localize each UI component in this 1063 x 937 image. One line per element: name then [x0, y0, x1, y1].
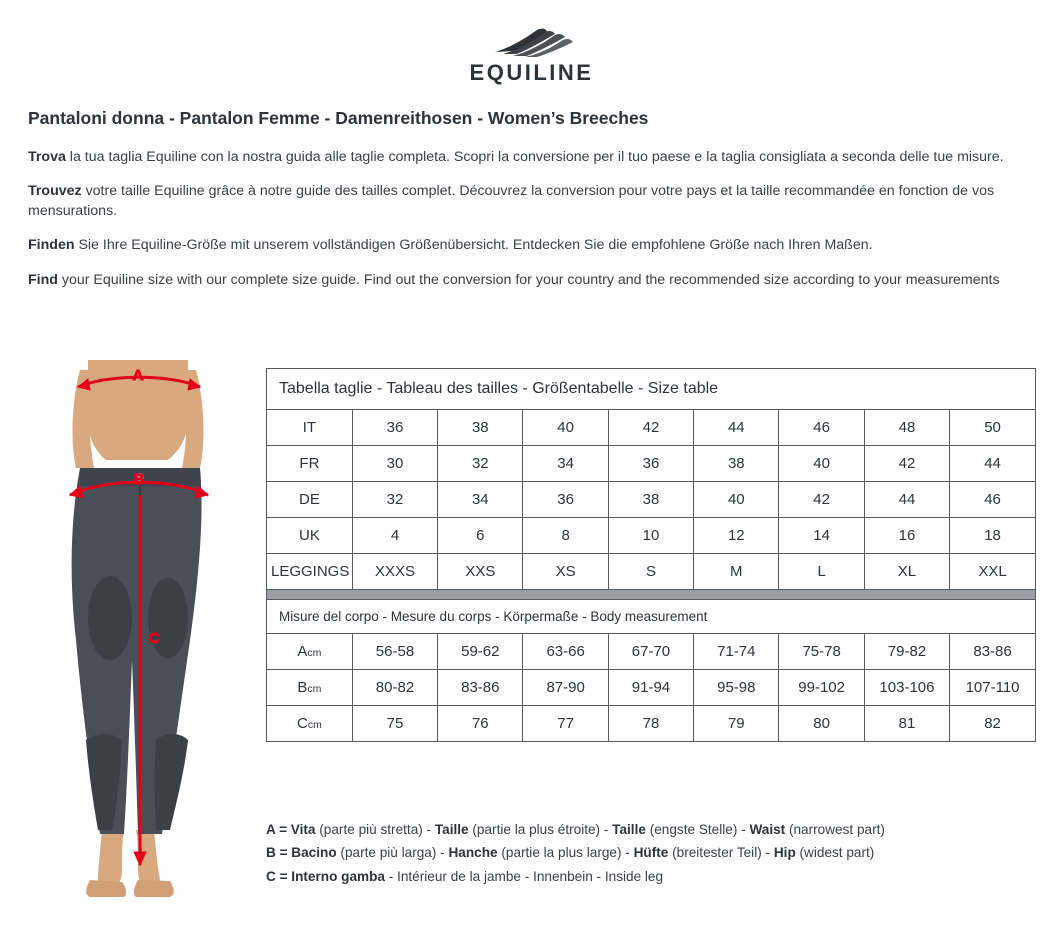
cell-uk-3: 8	[523, 518, 608, 554]
intro-text-en: your Equiline size with our complete size guide. Find out the conversion for your country and the recommended size according to your measurements	[57, 271, 1000, 288]
intro-lead-de: Finden	[28, 237, 75, 254]
legend-fr-key-a: Taille	[434, 822, 469, 837]
table-section-divider	[267, 590, 1035, 600]
marker-label-c: C	[148, 630, 160, 647]
cell-a-1: 56-58	[352, 634, 437, 670]
row-label-fr: FR	[267, 446, 352, 482]
cell-fr-3: 34	[523, 446, 608, 482]
row-label-measure-c	[267, 706, 352, 742]
cell-c-7: 81	[864, 706, 949, 742]
cell-leggings-3: XS	[523, 554, 608, 590]
legend-en-a: (narrowest part)	[785, 822, 885, 837]
legend-line-a	[266, 818, 1036, 841]
cell-uk-1: 4	[352, 518, 437, 554]
row-label-leggings: LEGGINGS	[267, 554, 352, 590]
measure-b-letter: B	[297, 679, 308, 696]
page-title: Pantaloni donna - Pantalon Femme - Damenreithosen - Women’s Breeches	[28, 108, 649, 128]
table-row-it	[267, 410, 1035, 446]
cell-it-7: 48	[864, 410, 949, 446]
cell-de-1: 32	[352, 482, 437, 518]
row-label-uk: UK	[267, 518, 352, 554]
table-row-de	[267, 482, 1035, 518]
body-measurement-caption-row	[267, 600, 1035, 634]
marker-label-b: B	[133, 471, 145, 488]
woman-wearing-breeches-illustration	[28, 360, 253, 910]
cell-uk-2: 6	[438, 518, 523, 554]
brand-header	[0, 0, 1063, 86]
legend-fr-key-b: Hanche	[448, 845, 498, 861]
cell-leggings-7: XL	[864, 554, 949, 590]
cell-it-4: 42	[608, 410, 693, 446]
cell-it-6: 46	[779, 410, 864, 446]
legend-line-b	[266, 841, 1036, 864]
legend-en-b: (widest part)	[795, 845, 875, 861]
cell-fr-2: 32	[438, 446, 523, 482]
row-label-de: DE	[267, 482, 352, 518]
cell-c-2: 76	[438, 706, 523, 742]
table-caption-row	[267, 369, 1035, 410]
cell-c-8: 82	[984, 715, 1001, 732]
cell-fr-1: 30	[352, 446, 437, 482]
intro-paragraph-it	[28, 147, 1036, 167]
cell-de-5: 40	[694, 482, 779, 518]
cell-de-2: 34	[438, 482, 523, 518]
cell-de-4: 38	[608, 482, 693, 518]
cell-de-6: 42	[779, 482, 864, 518]
cell-c-3: 77	[523, 706, 608, 742]
cell-c-5: 79	[694, 706, 779, 742]
intro-lead-en: Find	[28, 271, 58, 288]
legend-fr-a: (partie la plus étroite) -	[468, 822, 613, 837]
model-figure	[28, 360, 253, 910]
cell-fr-7: 42	[864, 446, 949, 482]
cell-leggings-1: XXXS	[352, 554, 437, 590]
cell-de-8: 46	[950, 482, 1035, 518]
legend-key-a: A = Vita	[266, 822, 316, 837]
cell-fr-5: 38	[694, 446, 779, 482]
table-row-measure-b	[267, 670, 1035, 706]
cell-a-8: 83-86	[950, 634, 1035, 670]
table-row-uk	[267, 518, 1035, 554]
measure-b-unit: cm	[307, 683, 322, 695]
cell-b-8: 107-110	[950, 670, 1035, 706]
breeches-garment	[72, 468, 202, 834]
brand-name: EQUILINE	[469, 60, 594, 85]
cell-uk-7: 16	[864, 518, 949, 554]
cell-uk-4: 10	[608, 518, 693, 554]
intro-section	[28, 108, 1036, 304]
intro-text-it: la tua taglia Equiline con la nostra guida alle taglie completa. Scopri la conversione per il tuo paese e la taglia consigliata a seconda delle tue misure.	[65, 149, 1004, 165]
legend-key-c: C = Interno gamba	[266, 868, 385, 884]
cell-a-2: 59-62	[438, 634, 523, 670]
cell-it-8: 50	[950, 410, 1035, 446]
cell-de-7: 44	[864, 482, 949, 518]
legend-it-c: - Intérieur de la jambe - Innenbein - Inside leg	[384, 868, 664, 884]
measure-c-letter: C	[296, 715, 308, 732]
legend-en-key-b: Hip	[773, 845, 796, 861]
row-label-it: IT	[267, 410, 352, 446]
cell-leggings-6: L	[779, 554, 864, 590]
cell-uk-8: 18	[950, 518, 1035, 554]
cell-a-5: 71-74	[694, 634, 779, 670]
intro-paragraph-en	[28, 270, 1036, 290]
cell-it-2: 38	[438, 410, 523, 446]
table-row-fr	[267, 446, 1035, 482]
cell-b-3: 87-90	[523, 670, 608, 706]
cell-a-4: 67-70	[608, 634, 693, 670]
cell-a-3: 63-66	[523, 634, 608, 670]
cell-a-7: 79-82	[864, 634, 949, 670]
cell-uk-6: 14	[779, 518, 864, 554]
cell-b-2: 83-86	[438, 670, 523, 706]
legend-de-key-a: Taille	[612, 822, 646, 837]
cell-b-5: 95-98	[694, 670, 779, 706]
legend-it-b: (parte più larga) -	[336, 845, 449, 861]
horse-mane-logo-icon	[489, 26, 575, 58]
cell-c-6: 80	[779, 706, 864, 742]
size-table	[267, 369, 1035, 741]
measure-c-unit: cm	[307, 719, 322, 731]
cell-it-5: 44	[694, 410, 779, 446]
intro-text-de: Sie Ihre Equiline-Größe mit unserem vollständigen Größenübersicht. Entdecken Sie die empfohlene Größe nach Ihren Maßen.	[74, 237, 873, 254]
table-row-measure-a	[267, 634, 1035, 670]
intro-paragraph-fr	[28, 181, 1036, 221]
body-measurement-caption: Misure del corpo - Mesure du corps - Körpermaße - Body measurement	[267, 600, 1035, 634]
intro-lead-it: Trova	[28, 149, 66, 165]
cell-c-4: 78	[608, 706, 693, 742]
legend-key-b: B = Bacino	[266, 845, 337, 861]
intro-lead-fr: Trouvez	[28, 183, 82, 200]
cell-b-4: 91-94	[608, 670, 693, 706]
cell-fr-8: 44	[950, 446, 1035, 482]
legend-en-key-a: Waist	[749, 822, 786, 837]
legend-line-c	[266, 865, 1036, 888]
table-row-measure-c	[267, 706, 1035, 742]
cell-leggings-2: XXS	[438, 554, 523, 590]
cell-b-1: 80-82	[352, 670, 437, 706]
cell-leggings-4: S	[608, 554, 693, 590]
legend-it-a: (parte più stretta) -	[315, 822, 435, 837]
intro-paragraph-de	[28, 235, 1036, 255]
cell-b-7: 103-106	[864, 670, 949, 706]
measure-a-letter: A	[297, 643, 308, 660]
cell-leggings-8: XXL	[950, 554, 1035, 590]
legend-fr-b: (partie la plus large) -	[497, 845, 634, 861]
legend-de-key-b: Hüfte	[633, 845, 669, 861]
row-label-measure-b	[267, 670, 352, 706]
cell-fr-4: 36	[608, 446, 693, 482]
cell-leggings-5: M	[694, 554, 779, 590]
cell-uk-5: 12	[694, 518, 779, 554]
marker-label-a: A	[132, 367, 144, 384]
measure-a-unit: cm	[307, 647, 322, 659]
legend-de-a: (engste Stelle) -	[645, 822, 750, 837]
table-caption: Tabella taglie - Tableau des tailles - Größentabelle - Size table	[267, 369, 1035, 410]
legend-section	[266, 818, 1036, 888]
cell-it-3: 40	[523, 410, 608, 446]
intro-text-fr: votre taille Equiline grâce à notre guide des tailles complet. Découvrez la conversion pour votre pays et la taille recommandée en fonction de vos mensurations.	[28, 183, 995, 220]
cell-c-1: 75	[352, 706, 437, 742]
cell-b-6: 99-102	[779, 670, 864, 706]
cell-a-6: 75-78	[779, 634, 864, 670]
cell-de-3: 36	[523, 482, 608, 518]
legend-de-b: (breitester Teil) -	[668, 845, 774, 861]
row-label-measure-a	[267, 634, 352, 670]
cell-fr-6: 40	[779, 446, 864, 482]
size-table-container	[266, 368, 1036, 742]
table-row-leggings	[267, 554, 1035, 590]
cell-it-1: 36	[352, 410, 437, 446]
